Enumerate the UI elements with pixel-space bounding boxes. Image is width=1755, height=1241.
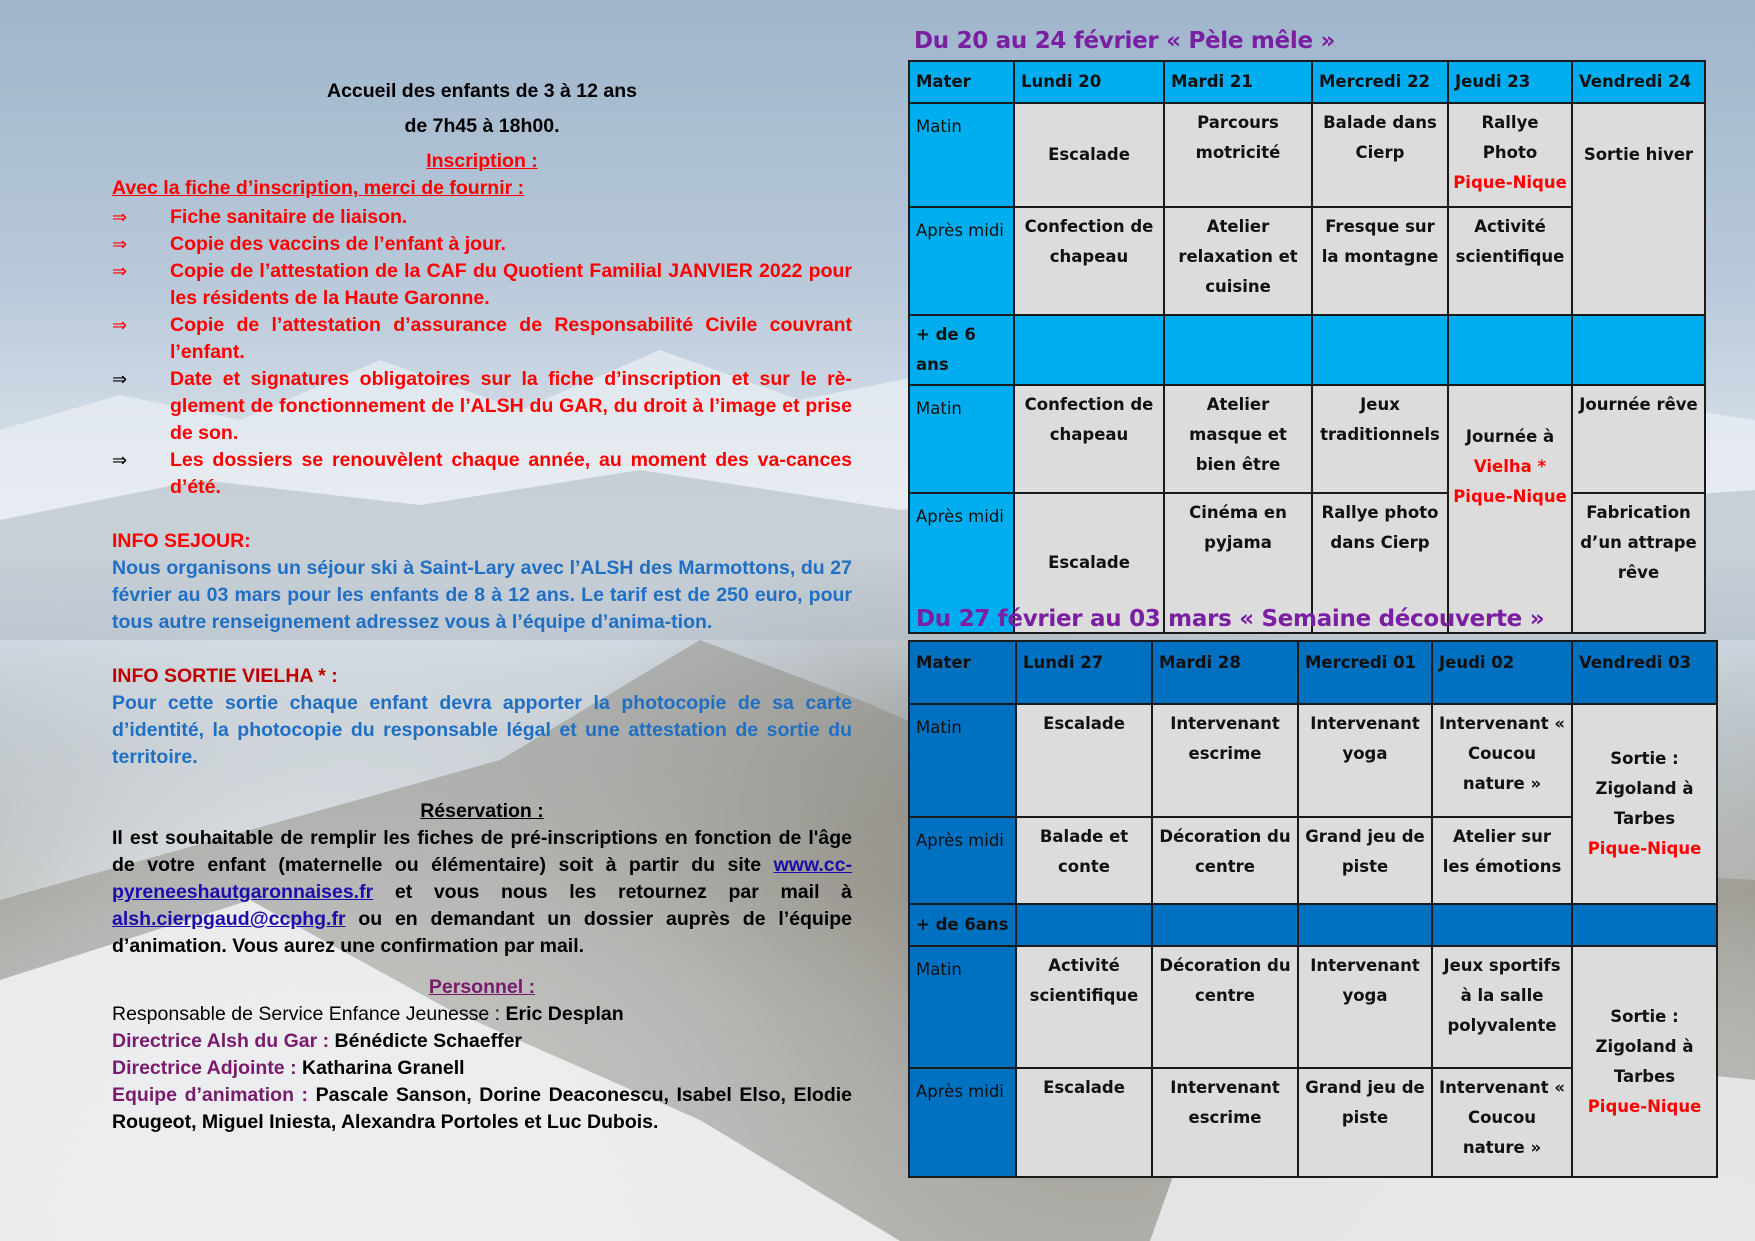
inscription-item: ⇒ Copie de l’attestation d’assurance de Responsabilité Civile couvrant l’enfant. [112, 314, 852, 363]
row-label: Après midi [909, 207, 1014, 315]
inscription-item: ⇒ Fiche sanitaire de liaison. [112, 204, 852, 231]
reservation-title: Réservation : [420, 800, 544, 822]
activity-cell: Journée à Vielha * Pique-Nique [1448, 385, 1572, 633]
activity-cell: Fabrication d’un attrape rêve [1572, 493, 1705, 633]
header-cell: Mardi 28 [1152, 641, 1298, 704]
activity-cell: Grand jeu de piste [1298, 1068, 1432, 1177]
row-label: Après midi [909, 493, 1014, 633]
row-label: Après midi [909, 1068, 1016, 1177]
week1-schedule-table [908, 60, 1706, 634]
activity-cell: Sortie hiver [1572, 103, 1705, 315]
activity-cell: Escalade [1014, 493, 1164, 633]
activity-cell: Escalade [1016, 704, 1152, 817]
activity-cell: Rallye Photo Pique-Nique [1448, 103, 1572, 207]
activity-cell: Balade dans Cierp [1312, 103, 1448, 207]
activity-cell: Activité scientifique [1448, 207, 1572, 315]
personnel-row: Directrice Adjointe : Katharina Granell [112, 1057, 465, 1079]
row-label: Après midi [909, 817, 1016, 904]
inscription-title: Inscription : [426, 150, 538, 172]
activity-cell: Décoration du centre [1152, 946, 1298, 1068]
personnel-title: Personnel : [428, 976, 536, 998]
reservation-text: Il est souhaitable de remplir les fiches de pré-inscriptions en fonction de l'âge de votre enfant (maternelle ou élémentaire) soit à partir du site www.cc-pyreneeshautgaronnaises.fr et vous nous les retournez par mail à alsh.cierpgaud@ccphg.fr ou en demandant un dossier auprès de l’équipe d’animation. Vous aurez une confirmation par mail. [112, 827, 852, 957]
activity-cell: Atelier sur les émotions [1432, 817, 1572, 904]
row-label: Matin [909, 946, 1016, 1068]
activity-cell: Escalade [1016, 1068, 1152, 1177]
header-cell: Mercredi 01 [1298, 641, 1432, 704]
header-cell: Lundi 27 [1016, 641, 1152, 704]
row-label: Matin [909, 385, 1014, 493]
activity-cell: Intervenant « Coucou nature » [1432, 704, 1572, 817]
week1-title: Du 20 au 24 février « Pèle mêle » [914, 28, 1336, 54]
info-sejour-text: Nous organisons un séjour ski à Saint-Lary avec l’ALSH des Marmottons, du 27 février au 03 mars pour les enfants de 8 à 12 ans. Le tarif est de 250 euro, pour tous autre renseignement adressez vous à l’équipe d’anima-tion. [112, 557, 852, 633]
activity-cell: Parcours motricité [1164, 103, 1312, 207]
activity-cell: Confection de chapeau [1014, 385, 1164, 493]
activity-cell: Escalade [1014, 103, 1164, 207]
info-sejour-title: INFO SEJOUR: [112, 530, 251, 552]
activity-cell: Jeux sportifs à la salle polyvalente [1432, 946, 1572, 1068]
activity-cell: Intervenant escrime [1152, 1068, 1298, 1177]
personnel-row: Responsable de Service Enfance Jeunesse : Eric Desplan [112, 1003, 624, 1025]
info-vielha-title: INFO SORTIE VIELHA * : [112, 665, 338, 687]
intro-line-2: de 7h45 à 18h00. [404, 115, 560, 137]
header-cell: Vendredi 03 [1572, 641, 1717, 704]
activity-cell: Fresque sur la montagne [1312, 207, 1448, 315]
week2-title: Du 27 février au 03 mars « Semaine découverte » [916, 606, 1545, 632]
intro-line-1: Accueil des enfants de 3 à 12 ans [327, 80, 637, 102]
info-column [112, 78, 852, 1136]
row-label: Matin [909, 103, 1014, 207]
website-link[interactable]: www.cc-pyreneeshautgaronnaises.fr [112, 854, 852, 903]
inscription-item: ⇒ Date et signatures obligatoires sur la fiche d’inscription et sur le rè-glement de fonctionnement de l’ALSH du GAR, du droit à l’image et prise de son. [112, 368, 852, 444]
personnel-row: Equipe d’animation : Pascale Sanson, Dorine Deaconescu, Isabel Elso, Elodie Rougeot, Miguel Iniesta, Alexandra Portoles et Luc Dubois. [112, 1084, 852, 1133]
activity-cell: Confection de chapeau [1014, 207, 1164, 315]
activity-cell: Journée rêve [1572, 385, 1705, 493]
arrow-right-icon: ⇒ [112, 369, 128, 390]
header-cell: Vendredi 24 [1572, 61, 1705, 103]
activity-cell: Sortie : Zigoland à Tarbes Pique-Nique [1572, 704, 1717, 904]
header-cell: Jeudi 23 [1448, 61, 1572, 103]
header-cell: Jeudi 02 [1432, 641, 1572, 704]
personnel-row: Directrice Alsh du Gar : Bénédicte Schaeffer [112, 1030, 523, 1052]
activity-cell: Sortie : Zigoland à Tarbes Pique-Nique [1572, 946, 1717, 1177]
row-label: + de 6ans [909, 904, 1016, 946]
header-cell: Mercredi 22 [1312, 61, 1448, 103]
row-label: Matin [909, 704, 1016, 817]
activity-cell: Intervenant yoga [1298, 704, 1432, 817]
inscription-item: ⇒ Les dossiers se renouvèlent chaque année, au moment des va-cances d’été. [112, 449, 852, 498]
activity-cell: Jeux traditionnels [1312, 385, 1448, 493]
activity-cell: Cinéma en pyjama [1164, 493, 1312, 633]
header-cell: Mater [909, 641, 1016, 704]
inscription-item: ⇒ Copie des vaccins de l’enfant à jour. [112, 231, 852, 258]
row-label: + de 6 ans [909, 315, 1014, 385]
inscription-subtitle: Avec la fiche d’inscription, merci de fournir : [112, 177, 525, 199]
header-cell: Mardi 21 [1164, 61, 1312, 103]
arrow-right-icon: ⇒ [112, 261, 128, 282]
activity-cell: Atelier masque et bien être [1164, 385, 1312, 493]
arrow-right-icon: ⇒ [112, 234, 128, 255]
arrow-right-icon: ⇒ [112, 207, 128, 228]
week2-schedule-table [908, 640, 1718, 1178]
activity-cell: Atelier relaxation et cuisine [1164, 207, 1312, 315]
arrow-right-icon: ⇒ [112, 450, 128, 471]
activity-cell: Intervenant yoga [1298, 946, 1432, 1068]
activity-cell: Décoration du centre [1152, 817, 1298, 904]
arrow-right-icon: ⇒ [112, 315, 128, 336]
info-vielha-text: Pour cette sortie chaque enfant devra apporter la photocopie de sa carte d’identité, la photocopie du responsable légal et une attestation de sortie du territoire. [112, 692, 852, 768]
email-link[interactable]: alsh.cierpgaud@ccphg.fr [112, 908, 346, 930]
activity-cell: Intervenant escrime [1152, 704, 1298, 817]
activity-cell: Rallye photo dans Cierp [1312, 493, 1448, 633]
activity-cell: Balade et conte [1016, 817, 1152, 904]
header-cell: Mater [909, 61, 1014, 103]
header-cell: Lundi 20 [1014, 61, 1164, 103]
activity-cell: Intervenant « Coucou nature » [1432, 1068, 1572, 1177]
inscription-item: ⇒ Copie de l’attestation de la CAF du Quotient Familial JANVIER 2022 pour les résidents de la Haute Garonne. [112, 260, 852, 309]
activity-cell: Activité scientifique [1016, 946, 1152, 1068]
activity-cell: Grand jeu de piste [1298, 817, 1432, 904]
